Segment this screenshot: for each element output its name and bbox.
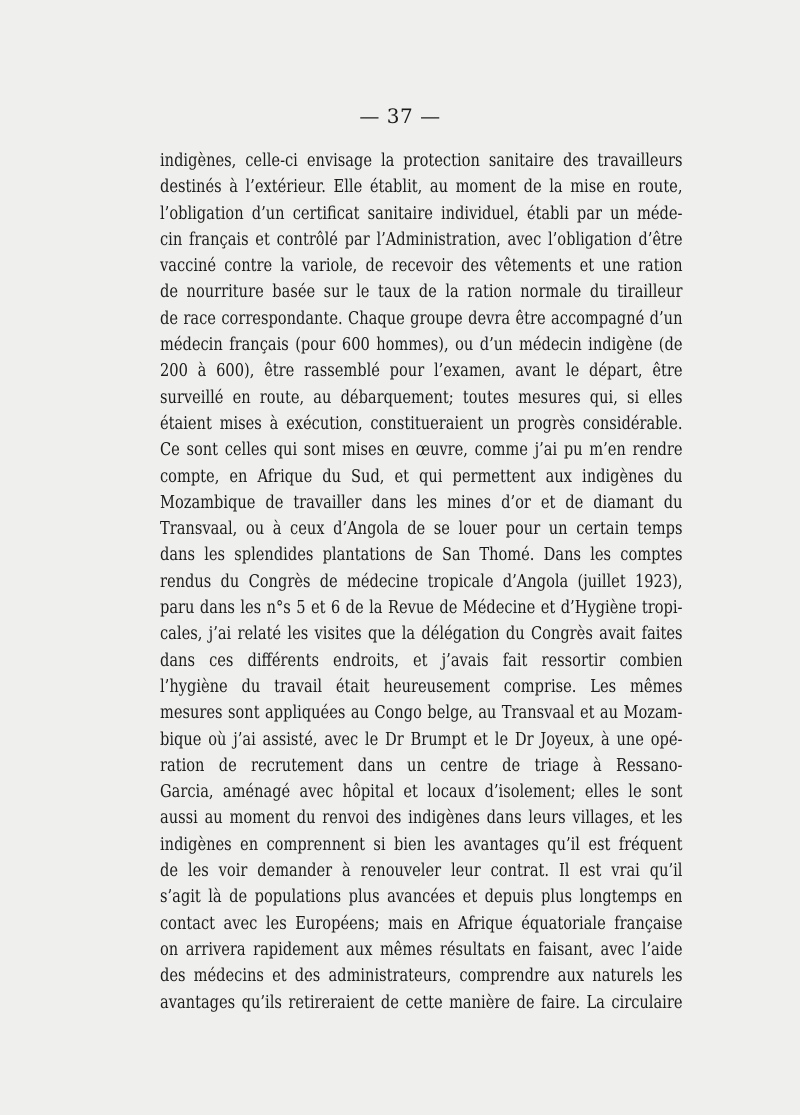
text-line: de nourriture basée sur le taux de la ration normale du tirailleur — [160, 282, 683, 303]
text-line: Mozambique de travailler dans les mines d’or et de diamant du — [160, 492, 683, 513]
text-line: destinés à l’extérieur. Elle établit, au moment de la mise en route, — [160, 177, 683, 198]
text-line: de les voir demander à renouveler leur contrat. Il est vrai qu’il — [160, 861, 683, 882]
text-line: l’obligation d’un certificat sanitaire individuel, établi par un méde- — [160, 203, 683, 224]
text-line: ration de recrutement dans un centre de triage à Ressano- — [160, 755, 683, 776]
text-line: vacciné contre la variole, de recevoir des vêtements et une ration — [160, 256, 683, 277]
page-number: — 37 — — [359, 104, 441, 128]
text-line: on arrivera rapidement aux mêmes résultats en faisant, avec l’aide — [160, 939, 683, 960]
text-line: rendus du Congrès de médecine tropicale d’Angola (juillet 1923), — [160, 571, 683, 592]
text-line: médecin français (pour 600 hommes), ou d’un médecin indigène (de — [160, 335, 683, 356]
text-line: bique où j’ai assisté, avec le Dr Brumpt et le Dr Joyeux, à une opé- — [160, 729, 683, 750]
text-line: de race correspondante. Chaque groupe devra être accompagné d’un — [160, 308, 683, 329]
body-text — [160, 148, 683, 1016]
text-line: indigènes, celle-ci envisage la protection sanitaire des travailleurs — [160, 151, 683, 171]
text-line: des médecins et des administrateurs, comprendre aux naturels les — [160, 966, 683, 987]
text-line: Garcia, aménagé avec hôpital et locaux d’isolement; elles le sont — [160, 782, 683, 803]
text-line: avantages qu’ils retireraient de cette manière de faire. La circulaire — [160, 992, 683, 1013]
text-line: l’hygiène du travail était heureusement comprise. Les mêmes — [160, 676, 683, 697]
text-line: Transvaal, ou à ceux d’Angola de se louer pour un certain temps — [160, 519, 683, 540]
text-line: dans ces différents endroits, et j’avais fait ressortir combien — [160, 650, 683, 671]
text-line: surveillé en route, au débarquement; toutes mesures qui, si elles — [160, 387, 683, 408]
text-line: compte, en Afrique du Sud, et qui permettent aux indigènes du — [160, 466, 683, 487]
text-line: contact avec les Européens; mais en Afrique équatoriale française — [160, 913, 683, 934]
text-line: mesures sont appliquées au Congo belge, au Transvaal et au Mozam- — [160, 703, 683, 724]
text-line: cin français et contrôlé par l’Administration, avec l’obligation d’être — [160, 229, 683, 250]
text-line: dans les splendides plantations de San Thomé. Dans les comptes — [160, 545, 683, 566]
text-line: aussi au moment du renvoi des indigènes dans leurs villages, et les — [160, 808, 683, 829]
text-line: cales, j’ai relaté les visites que la délégation du Congrès avait faites — [160, 624, 683, 645]
text-line: Ce sont celles qui sont mises en œuvre, comme j’ai pu m’en rendre — [160, 440, 683, 461]
text-line: indigènes en comprennent si bien les avantages qu’il est fréquent — [160, 834, 683, 855]
text-line: paru dans les n°s 5 et 6 de la Revue de Médecine et d’Hygiène tropi- — [160, 598, 683, 619]
text-line: 200 à 600), être rassemblé pour l’examen, avant le départ, être — [160, 361, 683, 382]
text-line: étaient mises à exécution, constitueraient un progrès considérable. — [160, 413, 683, 434]
text-line: s’agit là de populations plus avancées et depuis plus longtemps en — [160, 887, 683, 908]
